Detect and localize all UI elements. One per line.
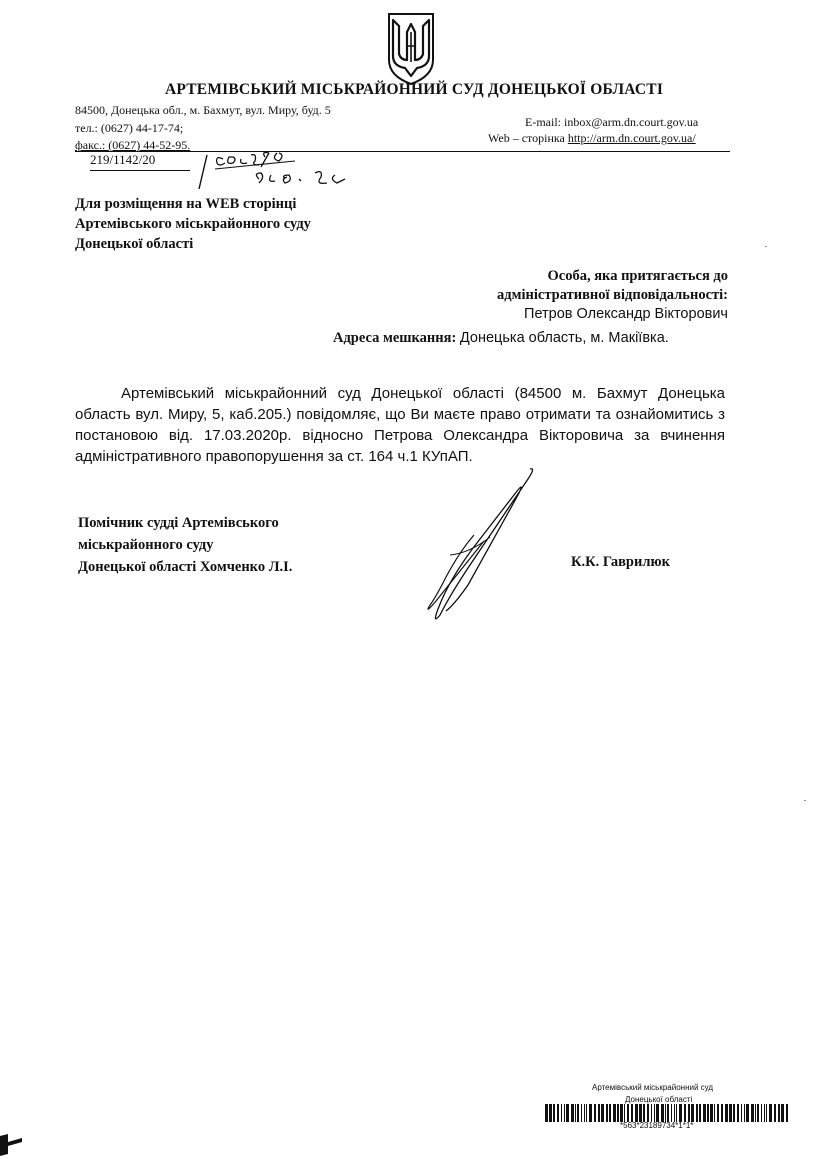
barcode-bar [671,1104,672,1122]
barcode-bar [549,1104,552,1122]
barcode-bar [601,1104,604,1122]
addressee-line-2: Артемівського міськрайонного суду [75,216,311,232]
barcode-bar [661,1104,664,1122]
barcode-bar [710,1104,713,1122]
scan-edge-mark [0,1128,22,1164]
residence-label: Адреса мешкання: [333,330,457,346]
barcode-bar [737,1104,739,1122]
barcode-bar [761,1104,762,1122]
barcode-bar [647,1104,649,1122]
barcode-bar [635,1104,638,1122]
barcode-bar [617,1104,619,1122]
judge-name: К.К. Гаврилюк [571,554,670,570]
barcode-bar [741,1104,742,1122]
barcode-bar [571,1104,574,1122]
barcode-bar [606,1104,608,1122]
barcode-bar [566,1104,569,1122]
barcode-bar [714,1104,715,1122]
court-fax: факс.: (0627) 44-52-95. [75,138,191,152]
handwritten-signature [410,465,550,625]
scan-speck [765,246,767,247]
barcode [545,1104,789,1122]
outgoing-number-underline [90,170,190,171]
barcode-bar [586,1104,587,1122]
barcode-bar [561,1104,562,1122]
court-name-heading: АРТЕМІВСЬКИЙ МІСЬКРАЙОННИЙ СУД ДОНЕЦЬКОЇ ОБЛАСТІ [165,81,664,98]
barcode-bar [699,1104,701,1122]
barcode-bar [613,1104,616,1122]
barcode-bar [688,1104,690,1122]
barcode-bar [717,1104,719,1122]
barcode-number: *563*23189734*1*1* [620,1121,694,1130]
assistant-signature-block [78,512,292,578]
barcode-bar [667,1104,669,1122]
barcode-bar [769,1104,772,1122]
barcode-bar [584,1104,585,1122]
addressee-block [75,194,311,254]
recipient-label-2: адміністративної відповідальності: [497,287,728,303]
barcode-bar [594,1104,596,1122]
barcode-bar [564,1104,565,1122]
barcode-bar [609,1104,611,1122]
barcode-bar [691,1104,694,1122]
barcode-bar [598,1104,600,1122]
barcode-bar [729,1104,732,1122]
barcode-bar [557,1104,559,1122]
barcode-bar [627,1104,629,1122]
addressee-line-1: Для розміщення на WEB сторінці [75,196,297,212]
residence-line [333,330,669,347]
residence-value: Донецька область, м. Макіївка. [459,330,669,346]
barcode-bar [774,1104,776,1122]
barcode-bar [581,1104,582,1122]
court-phone: тел.: (0627) 44-17-74; [75,121,184,135]
barcode-bar [643,1104,645,1122]
barcode-bar [589,1104,592,1122]
barcode-bar [620,1104,623,1122]
recipient-name: Петров Олександр Вікторович [524,306,728,322]
barcode-bar [744,1104,745,1122]
barcode-bar [733,1104,735,1122]
barcode-bar [703,1104,706,1122]
barcode-bar [766,1104,767,1122]
court-website [488,131,696,146]
barcode-bar [553,1104,555,1122]
barcode-bar [786,1104,788,1122]
assistant-title-1: Помічник судді Артемівського [78,515,279,531]
handwritten-registration-mark [195,145,365,195]
barcode-bar [684,1104,686,1122]
notice-body: Артемівський міськрайонний суд Донецької області (84500 м. Бахмут Донецька область вул. Миру, 5, каб.205.) повідомляє, що Ви маєте право отримати та ознайомитись з постановою від. 17.03.2020р. відносно Петрова Олександра Вікторовича за вчинення адміністративного правопорушення за ст. 164 ч.1 КУпАП. [75,385,725,465]
scan-speck [804,800,806,801]
stamp-court-name: Артемівський міськрайонний суд [592,1083,714,1092]
barcode-bar [751,1104,754,1122]
barcode-bar [651,1104,652,1122]
barcode-bar [764,1104,765,1122]
barcode-bar [676,1104,677,1122]
barcode-bar [746,1104,749,1122]
assistant-title-3: Донецької області Хомченко Л.І. [78,559,293,575]
outgoing-number: 219/1142/20 [90,152,156,167]
barcode-bar [778,1104,780,1122]
court-email: E-mail: inbox@arm.dn.court.gov.ua [525,115,699,129]
barcode-bar [654,1104,655,1122]
barcode-bar [679,1104,682,1122]
barcode-bar [665,1104,666,1122]
barcode-bar [707,1104,709,1122]
barcode-bar [656,1104,659,1122]
barcode-bar [575,1104,576,1122]
stamp-oblast: Донецької області [625,1095,693,1104]
addressee-line-3: Донецької області [75,236,194,252]
barcode-bar [696,1104,698,1122]
barcode-bar [781,1104,784,1122]
assistant-title-2: міськрайонного суду [78,537,214,553]
trident-emblem-icon [385,10,437,86]
header-divider [75,151,730,152]
barcode-bar [577,1104,579,1122]
barcode-bar [755,1104,756,1122]
barcode-bar [624,1104,625,1122]
barcode-bar [725,1104,728,1122]
recipient-label-1: Особа, яка притягається до [547,268,728,284]
website-link[interactable]: http://arm.dn.court.gov.ua/ [567,131,696,145]
barcode-bar [721,1104,723,1122]
barcode-bar [757,1104,759,1122]
barcode-bar [639,1104,642,1122]
barcode-bar [631,1104,633,1122]
barcode-bar [674,1104,675,1122]
barcode-bar [545,1104,548,1122]
court-address: 84500, Донецька обл., м. Бахмут, вул. Миру, буд. 5 [75,103,331,117]
website-label: Web – сторінка [488,131,565,145]
recipient-block [497,267,728,324]
